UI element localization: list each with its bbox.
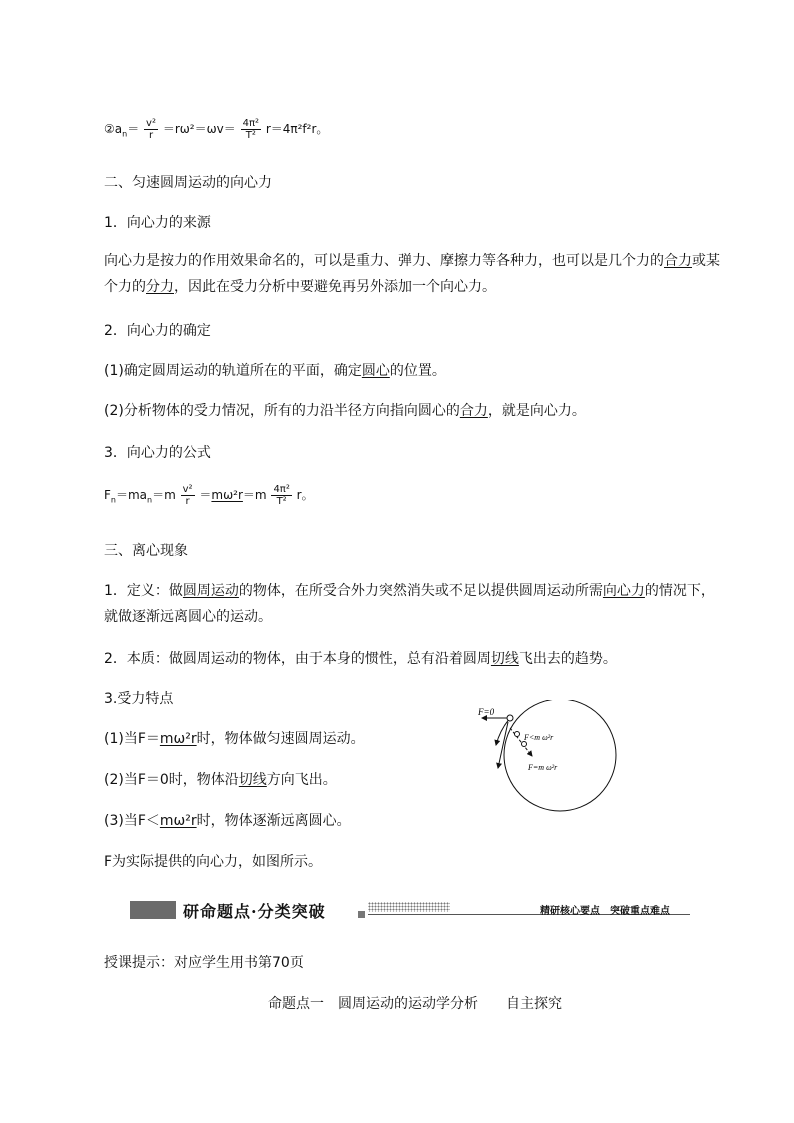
item-title: 3.受力特点 [104, 691, 174, 707]
particle-dot [522, 742, 527, 747]
paragraph-essence [104, 648, 617, 668]
item-line [104, 400, 586, 420]
underlined-term: mω²r [159, 813, 197, 829]
underlined-term: 切线 [490, 651, 519, 667]
text: (1)确定圆周运动的轨道所在的平面，确定 [104, 363, 362, 379]
underlined-term: 合力 [459, 403, 488, 419]
fraction-denominator: T² [245, 130, 256, 141]
paragraph-definition [104, 578, 724, 630]
item-title: 1．向心力的来源 [104, 215, 211, 231]
item-title: 2．向心力的确定 [104, 323, 211, 339]
text: 的情况下，就做逐渐远离圆心的运动。 [104, 583, 715, 625]
diagram-label-eq: F=m ω²r [528, 763, 558, 772]
fraction-denominator: T² [276, 496, 287, 507]
subscript: n [122, 129, 128, 139]
underlined-term: 合力 [664, 253, 692, 269]
text: 的物体，在所受合外力突然消失或不足以提供圆周运动所需 [238, 583, 603, 599]
particle-dot [507, 715, 513, 721]
text: (2)当F＝0时，物体沿 [104, 772, 239, 788]
condition-line [104, 769, 337, 789]
formula-text: ＝m [242, 488, 267, 502]
formula-text: ＝ [127, 122, 140, 136]
text: 1．定义：做 [104, 583, 183, 599]
paragraph-source [104, 248, 724, 300]
underlined-term: 向心力 [602, 583, 645, 599]
banner-bar [130, 901, 176, 919]
condition-line [104, 728, 365, 748]
banner-subtitle: 精研核心要点 突破重点难点 [540, 906, 670, 917]
diagram-label-f0: F=0 [478, 707, 495, 717]
fraction-numerator: 4π² [242, 118, 259, 129]
fraction-numerator: v² [182, 484, 193, 495]
formula-force [104, 484, 314, 507]
underlined-term: 圆心 [361, 363, 390, 379]
particle-dot [515, 732, 520, 737]
text: 2．本质：做圆周运动的物体，由于本身的惯性，总有沿着圆周 [104, 651, 491, 667]
note-line: F为实际提供的向心力，如图所示。 [104, 854, 323, 870]
fraction-denominator: r [185, 496, 190, 507]
formula-acceleration [104, 118, 328, 141]
text: 方向飞出。 [266, 772, 337, 788]
subscript: n [147, 495, 153, 505]
formula-text: ＝rω²＝ωv＝ [162, 122, 236, 136]
fraction [144, 118, 158, 141]
banner-dots [368, 902, 450, 912]
fraction-numerator: v² [146, 118, 156, 129]
topic-heading: 命题点一 圆周运动的运动学分析 自主探究 [268, 996, 562, 1012]
section-heading: 三、离心现象 [104, 543, 188, 559]
text: 向心力是按力的作用效果命名的，可以是重力、弹力、摩擦力等各种力，也可以是几个力的 [104, 253, 664, 269]
centrifugal-diagram [470, 700, 750, 815]
item-line [104, 360, 446, 380]
fraction [181, 484, 195, 507]
section-heading: 二、匀速圆周运动的向心力 [104, 175, 272, 191]
text: ，就是向心力。 [487, 403, 586, 419]
fraction-denominator: r [148, 130, 154, 141]
underlined-term: 圆周运动 [182, 583, 239, 599]
formula-text: F [104, 488, 111, 502]
text: 或某个力的 [104, 253, 720, 295]
text: 的位置。 [389, 363, 446, 379]
diagram-label-less: F<m ω²r [524, 733, 554, 742]
fraction [271, 484, 291, 507]
orbit-circle [504, 700, 616, 811]
text: (2)分析物体的受力情况，所有的力沿半径方向指向圆心的 [104, 403, 460, 419]
text: 飞出去的趋势。 [518, 651, 617, 667]
fraction [241, 118, 261, 141]
subscript: n [110, 495, 116, 505]
banner-square [358, 911, 365, 918]
underlined-term: 分力 [146, 279, 174, 295]
formula-text: r。 [296, 488, 314, 502]
text: 时，物体逐渐远离圆心。 [196, 813, 351, 829]
formula-text: ＝ma [115, 488, 148, 502]
formula-text: ＝ [199, 488, 212, 502]
formula-text: ＝m [152, 488, 176, 502]
condition-line [104, 810, 351, 830]
banner-title: 研命题点·分类突破 [183, 902, 326, 921]
item-title: 3．向心力的公式 [104, 445, 211, 461]
formula-text: r＝4π²f²r。 [265, 122, 329, 136]
text: (1)当F＝ [104, 731, 160, 747]
underlined-term: mω²r [211, 488, 243, 502]
underlined-term: mω²r [159, 731, 197, 747]
text: ，因此在受力分析中要避免再另外添加一个向心力。 [174, 279, 496, 295]
underlined-term: 切线 [238, 772, 267, 788]
fraction-numerator: 4π² [273, 484, 290, 495]
text: 时，物体做匀速圆周运动。 [196, 731, 365, 747]
formula-text: ②a [104, 122, 123, 136]
lesson-hint: 授课提示：对应学生用书第70页 [104, 955, 304, 971]
text: (3)当F＜ [104, 813, 160, 829]
